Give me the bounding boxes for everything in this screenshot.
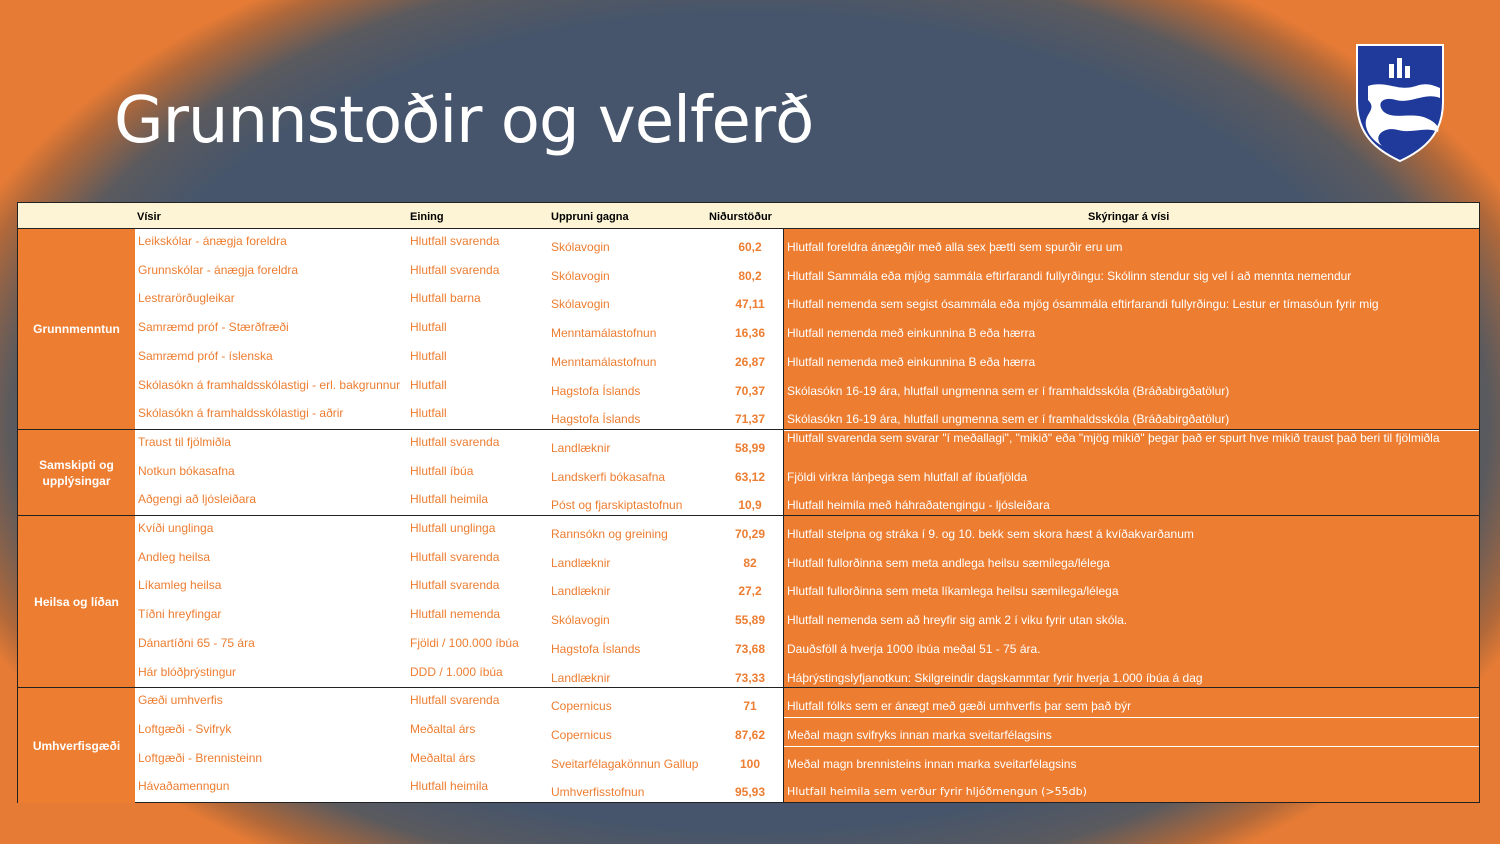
indicator-cell: Loftgæði - Brennisteinn xyxy=(138,750,263,765)
source-cell: Skólavogin xyxy=(551,240,610,254)
result-cell: 16,36 xyxy=(734,326,766,341)
source-cell: Skólavogin xyxy=(551,613,610,628)
source-cell: Hagstofa Íslands xyxy=(551,383,641,398)
explanation-cell: Hlutfall stelpna og stráka í 9. og 10. bekk sem skora hæst á kvíðakvarðanum xyxy=(787,527,1194,541)
category-cell xyxy=(18,229,135,430)
source-cell: Skólavogin xyxy=(551,268,610,283)
result-cell: 95,93 xyxy=(734,785,766,800)
category-label: Umhverfisgæði xyxy=(32,738,121,753)
unit-cell: Hlutfall heimila xyxy=(410,492,489,507)
explanation-cell: Hlutfall fullorðinna sem meta andlega heilsu sæmilega/lélega xyxy=(787,555,1110,570)
source-cell: Umhverfisstofnun xyxy=(551,785,645,800)
unit-cell: Hlutfall íbúa xyxy=(410,463,474,478)
explanation-cell: Fjöldi virkra lánþega sem hlutfall af íbúafjölda xyxy=(787,469,1028,484)
explanation-cell: Hlutfall nemenda með einkunnina B eða hærra xyxy=(787,354,1036,369)
unit-cell: Hlutfall svarenda xyxy=(410,578,500,593)
unit-cell: Fjöldi / 100.000 íbúa xyxy=(410,635,519,650)
unit-cell: Hlutfall unglinga xyxy=(410,521,496,535)
result-cell: 73,33 xyxy=(734,670,766,685)
category-cell xyxy=(18,516,135,688)
unit-cell: Meðaltal árs xyxy=(410,721,476,736)
source-cell: Copernicus xyxy=(551,727,612,742)
indicator-cell: Traust til fjölmiðla xyxy=(138,434,231,449)
table-header xyxy=(18,203,1479,229)
source-cell: Copernicus xyxy=(551,699,612,714)
unit-cell: Hlutfall svarenda xyxy=(410,549,500,564)
result-cell: 71,37 xyxy=(734,412,766,427)
unit-cell: Hlutfall svarenda xyxy=(410,434,500,449)
source-cell: Landlæknir xyxy=(551,584,611,599)
explanation-cell: Hlutfall heimila með háhraðatengingu - ljósleiðara xyxy=(787,498,1050,513)
table-row xyxy=(135,286,1479,315)
indicator-cell: Hár blóðþrýstingur xyxy=(138,664,237,679)
source-cell: Sveitarfélagakönnun Gallup xyxy=(551,756,699,771)
table-row xyxy=(135,487,1479,516)
explanation-cell: Hlutfall fólks sem er ánægt með gæði umhverfis þar sem það býr xyxy=(787,699,1132,714)
source-cell: Hagstofa Íslands xyxy=(551,641,641,656)
table-row xyxy=(135,602,1479,631)
category-label: Grunnmenntun xyxy=(33,322,120,337)
indicator-cell: Samræmd próf - Stærðfræði xyxy=(138,320,289,335)
indicator-cell: Lestrarörðugleikar xyxy=(138,291,235,306)
unit-cell: DDD / 1.000 íbúa xyxy=(410,664,503,679)
explanation-cell: Háþrýstingslyfjanotkun: Skilgreindir dagskammtar fyrir hverja 1.000 íbúa á dag xyxy=(787,670,1203,685)
explanation-cell: Skólasókn 16-19 ára, hlutfall ungmenna sem er í framhaldsskóla (Bráðabirgðatölur) xyxy=(787,412,1230,427)
table-row xyxy=(135,717,1479,746)
source-cell: Menntamálastofnun xyxy=(551,354,657,369)
source-cell: Landlæknir xyxy=(551,440,611,455)
coat-of-arms-shield-icon xyxy=(1354,42,1446,164)
explanation-cell: Dauðsföll á hverja 1000 íbúa meðal 51 - 75 ára. xyxy=(787,641,1041,656)
table-row xyxy=(135,373,1479,402)
explanation-separator xyxy=(784,430,1479,431)
indicator-cell: Gæði umhverfis xyxy=(138,693,223,708)
unit-cell: Hlutfall svarenda xyxy=(410,693,500,708)
unit-cell: Hlutfall nemenda xyxy=(410,607,501,622)
unit-cell: Hlutfall barna xyxy=(410,291,481,306)
table-row xyxy=(135,401,1479,430)
result-cell: 10,9 xyxy=(738,498,762,513)
result-cell: 55,89 xyxy=(734,613,766,628)
result-cell: 63,12 xyxy=(734,469,766,484)
table-row xyxy=(135,315,1479,344)
indicator-cell: Tíðni hreyfingar xyxy=(138,607,222,622)
table-row xyxy=(135,631,1479,660)
explanation-cell: Hlutfall foreldra ánægðir með alla sex þætti sem spurðir eru um xyxy=(787,240,1123,254)
source-cell: Menntamálastofnun xyxy=(551,326,657,341)
result-cell: 26,87 xyxy=(734,354,766,369)
result-cell: 87,62 xyxy=(734,727,766,742)
indicator-cell: Kvíði unglinga xyxy=(138,521,214,535)
indicator-cell: Loftgæði - Svifryk xyxy=(138,721,232,736)
category-cell xyxy=(18,688,135,803)
explanation-cell: Hlutfall Sammála eða mjög sammála eftirfarandi fullyrðingu: Skólinn stendur sig vel í að mennta nemendur xyxy=(787,268,1352,283)
header-indicator: Vísir xyxy=(137,211,161,223)
result-cell: 82 xyxy=(743,555,757,570)
result-cell: 70,37 xyxy=(734,383,766,398)
slide-title: Grunnstoðir og velferð xyxy=(114,84,814,158)
table-row xyxy=(135,688,1479,717)
table-row xyxy=(135,660,1479,689)
source-cell: Skólavogin xyxy=(551,297,610,312)
unit-cell: Hlutfall xyxy=(410,348,447,363)
source-cell: Póst og fjarskiptastofnun xyxy=(551,498,683,513)
category-label: Heilsa og líðan xyxy=(34,595,119,610)
result-cell: 47,11 xyxy=(735,297,765,312)
table-row xyxy=(135,774,1479,803)
source-cell: Landskerfi bókasafna xyxy=(551,469,666,484)
indicator-cell: Líkamleg heilsa xyxy=(138,578,222,593)
table-row xyxy=(135,746,1479,775)
explanation-cell: Hlutfall fullorðinna sem meta líkamlega heilsu sæmilega/lélega xyxy=(787,584,1119,599)
result-cell: 70,29 xyxy=(734,527,766,541)
result-cell: 73,68 xyxy=(734,641,766,656)
header-explanation: Skýringar á vísi xyxy=(1088,211,1170,223)
indicator-cell: Leikskólar - ánægja foreldra xyxy=(138,234,287,248)
source-cell: Landlæknir xyxy=(551,670,611,685)
unit-cell: Hlutfall xyxy=(410,406,447,421)
source-cell: Landlæknir xyxy=(551,555,611,570)
source-cell: Hagstofa Íslands xyxy=(551,412,641,427)
indicator-cell: Dánartíðni 65 - 75 ára xyxy=(138,635,255,650)
table-row xyxy=(135,545,1479,574)
explanation-cell: Hlutfall nemenda sem að hreyfir sig amk 2 í viku fyrir utan skóla. xyxy=(787,613,1128,628)
explanation-cell: Meðal magn svifryks innan marka sveitarfélagsins xyxy=(787,727,1052,742)
explanation-cell: Hlutfall nemenda sem segist ósammála eða mjög ósammála eftirfarandi fullyrðingu: Lestur er tímasóun fyrir mig xyxy=(787,297,1379,312)
indicator-cell: Hávaðamenngun xyxy=(138,779,230,794)
result-cell: 60,2 xyxy=(738,240,762,254)
unit-cell: Meðaltal árs xyxy=(410,750,476,765)
result-cell: 80,2 xyxy=(738,268,762,283)
indicator-cell: Skólasókn á framhaldsskólastigi - aðrir xyxy=(138,406,344,421)
table-row xyxy=(135,459,1479,488)
unit-cell: Hlutfall xyxy=(410,377,447,392)
indicator-cell: Grunnskólar - ánægja foreldra xyxy=(138,262,299,277)
result-cell: 71 xyxy=(743,699,757,714)
table-row xyxy=(135,573,1479,602)
unit-cell: Hlutfall xyxy=(410,320,447,335)
indicator-cell: Andleg heilsa xyxy=(138,549,211,564)
result-cell: 58,99 xyxy=(734,440,766,455)
indicator-cell: Notkun bókasafna xyxy=(138,463,235,478)
explanation-cell: Hlutfall svarenda sem svarar "í meðallagi", "mikið" eða "mjög mikið" þegar það er spurt hve mikið traust það beri til fjölmiðla xyxy=(787,430,1440,445)
result-cell: 100 xyxy=(739,756,761,771)
indicator-table xyxy=(17,202,1480,803)
indicator-cell: Samræmd próf - íslenska xyxy=(138,348,273,363)
explanation-separator xyxy=(784,746,1479,747)
explanation-cell: Hlutfall heimila sem verður fyrir hljóðmengun (>55db) xyxy=(787,785,1087,799)
category-label: Samskipti og upplýsingar xyxy=(39,457,114,488)
indicator-cell: Skólasókn á framhaldsskólastigi - erl. bakgrunnur xyxy=(138,377,401,392)
explanation-cell: Hlutfall nemenda með einkunnina B eða hærra xyxy=(787,326,1036,341)
table-row xyxy=(135,344,1479,373)
table-row xyxy=(135,430,1479,459)
header-source: Uppruni gagna xyxy=(551,211,629,223)
indicator-cell: Aðgengi að ljósleiðara xyxy=(138,492,257,507)
result-cell: 27,2 xyxy=(738,584,762,599)
explanation-cell: Skólasókn 16-19 ára, hlutfall ungmenna sem er í framhaldsskóla (Bráðabirgðatölur) xyxy=(787,383,1230,398)
category-cell xyxy=(18,430,135,516)
table-row xyxy=(135,516,1479,545)
unit-cell: Hlutfall heimila xyxy=(410,779,489,794)
unit-cell: Hlutfall svarenda xyxy=(410,234,500,248)
header-result: Niðurstöður xyxy=(709,211,772,223)
table-row xyxy=(135,258,1479,287)
source-cell: Rannsókn og greining xyxy=(551,527,668,541)
unit-cell: Hlutfall svarenda xyxy=(410,262,500,277)
header-unit: Eining xyxy=(410,211,444,223)
explanation-cell: Meðal magn brennisteins innan marka sveitarfélagsins xyxy=(787,756,1077,771)
explanation-separator xyxy=(784,717,1479,718)
table-row xyxy=(135,229,1479,258)
